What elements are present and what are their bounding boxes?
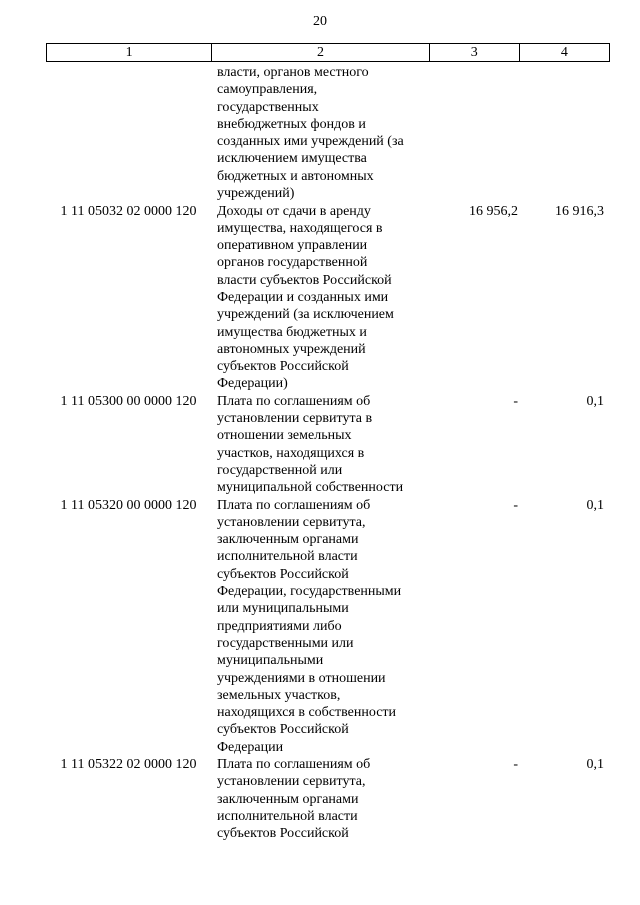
row-name-line: исполнительной власти <box>217 549 358 565</box>
row-name-line: субъектов Российской <box>217 359 349 375</box>
row-code: 1 11 05322 02 0000 120 <box>60 757 197 773</box>
row-name-line: имущества, находящегося в <box>217 220 383 236</box>
row-name-line: заключенным органами <box>217 532 359 548</box>
row-name-line: Федерации) <box>217 376 288 392</box>
row-name-line: государственной или <box>217 462 343 478</box>
row-name-line: органов государственной <box>217 255 368 271</box>
row-name-line: государственных <box>217 99 319 115</box>
row-name-line: земельных участков, <box>217 687 341 703</box>
row-name-line: субъектов Российской <box>217 722 349 738</box>
row-name-line: учреждений) <box>217 186 295 202</box>
row-value-3: - <box>513 393 518 409</box>
row-name-line: Плата по соглашениям об <box>217 497 371 513</box>
row-name-line: субъектов Российской <box>217 826 349 842</box>
row-name <box>217 203 427 393</box>
row-value-3: - <box>513 757 518 773</box>
row-value-4: 16 916,3 <box>555 203 604 219</box>
row-code: 1 11 05320 00 0000 120 <box>60 497 197 513</box>
row-value-3: - <box>513 497 518 513</box>
row-name-line: оперативном управлении <box>217 238 368 254</box>
row-name-line: Доходы от сдачи в аренду <box>217 203 371 219</box>
page-number: 20 <box>313 14 327 29</box>
row-name-line: предприятиями либо <box>217 618 342 634</box>
header-cell-3: 3 <box>429 44 519 62</box>
table-header <box>46 43 610 62</box>
row-name-line: Федерации, государственными <box>217 584 402 600</box>
row-name <box>217 393 427 497</box>
header-cell-2: 2 <box>212 44 429 62</box>
header-cell-4: 4 <box>519 44 609 62</box>
header-row <box>47 44 610 62</box>
row-name-line: установлении сервитута, <box>217 514 366 530</box>
row-name-line: имущества бюджетных и <box>217 324 367 340</box>
row-name-line: Плата по соглашениям об <box>217 393 371 409</box>
row-name-line: власти субъектов Российской <box>217 272 392 288</box>
row-name-line: Федерации и созданных ими <box>217 289 389 305</box>
row-name-line: установлении сервитута в <box>217 411 373 427</box>
row-name-line: Плата по соглашениям об <box>217 757 371 773</box>
row-name-line: самоуправления, <box>217 82 318 98</box>
row-name-line: исполнительной власти <box>217 808 358 824</box>
row-name-line: созданных ими учреждений (за <box>217 134 404 150</box>
row-name-line: учреждений (за исключением <box>217 307 394 323</box>
row-name <box>217 64 427 202</box>
row-code: 1 11 05032 02 0000 120 <box>60 203 197 219</box>
row-name-line: автономных учреждений <box>217 341 366 357</box>
row-name-line: Федерации <box>217 739 284 755</box>
row-name-line: или муниципальными <box>217 601 349 617</box>
row-value-3: 16 956,2 <box>469 203 518 219</box>
row-name-line: отношении земельных <box>217 428 352 444</box>
row-name-line: исключением имущества <box>217 151 367 167</box>
row-name <box>217 756 427 842</box>
row-name-line: заключенным органами <box>217 791 359 807</box>
row-value-4: 0,1 <box>586 393 604 409</box>
row-name-line: власти, органов местного <box>217 65 369 80</box>
row-name-line: установлении сервитута, <box>217 774 366 790</box>
row-name-line: субъектов Российской <box>217 566 349 582</box>
row-name-line: государственными или <box>217 635 354 651</box>
row-name <box>217 497 427 756</box>
row-name-line: внебюджетных фондов и <box>217 116 366 132</box>
row-code: 1 11 05300 00 0000 120 <box>60 393 197 409</box>
row-name-line: находящихся в собственности <box>217 705 397 721</box>
header-cell-1: 1 <box>47 44 212 62</box>
row-name-line: учреждениями в отношении <box>217 670 386 686</box>
row-name-line: бюджетных и автономных <box>217 168 374 184</box>
row-name-line: муниципальными <box>217 653 324 669</box>
row-value-4: 0,1 <box>586 497 604 513</box>
row-name-line: муниципальной собственности <box>217 480 404 496</box>
row-name-line: участков, находящихся в <box>217 445 365 461</box>
row-value-4: 0,1 <box>586 757 604 773</box>
